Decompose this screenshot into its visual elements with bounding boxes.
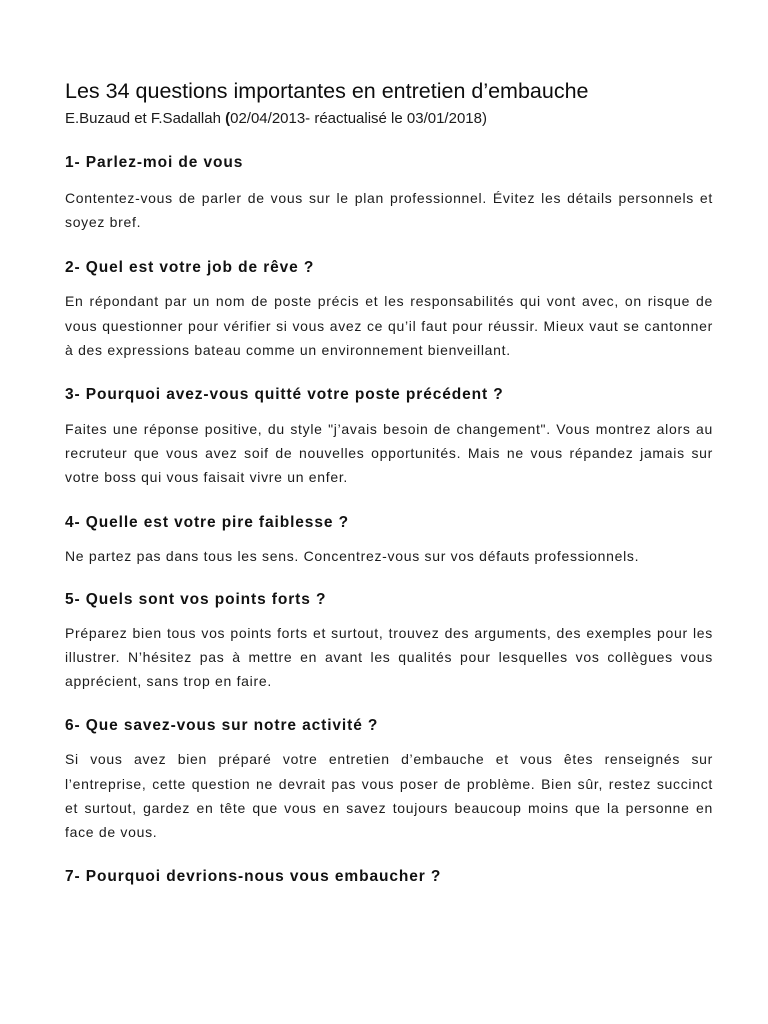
question-heading: 5- Quels sont vos points forts ? (65, 590, 327, 608)
document-page (65, 76, 713, 888)
answer-paragraph: Faites une réponse positive, du style "j’avais besoin de changement". Vous montrez alors au recruteur que vous avez soif de nouvelles opportunités. Mais ne vous répandez jamais sur votre boss qui vous faisait vivre un enfer. (65, 421, 713, 486)
question-section-6 (65, 715, 713, 844)
question-section-7 (65, 866, 713, 888)
question-heading: 7- Pourquoi devrions-nous vous embaucher ? (65, 868, 442, 886)
byline-dates: 02/04/2013- réactualisé le 03/01/2018) (230, 110, 487, 127)
byline-open-paren: ( (225, 110, 231, 127)
answer-paragraph: Si vous avez bien préparé votre entretien d’embauche et vous êtes renseignés sur l’entreprise, cette question ne devrait pas vous poser de problème. Bien sûr, restez succinct et surtout, gardez en tête que vous en savez toujours beaucoup moins que la personne en face de vous. (65, 751, 713, 841)
question-heading: 1- Parlez-moi de vous (65, 154, 244, 171)
question-section-4 (65, 512, 713, 568)
question-section-3 (65, 384, 713, 490)
question-heading: 2- Quel est votre job de rêve ? (65, 259, 315, 277)
answer-paragraph: Ne partez pas dans tous les sens. Concentrez-vous sur vos défauts professionnels. (65, 547, 640, 564)
answer-paragraph: Préparez bien tous vos points forts et surtout, trouvez des arguments, des exemples pour les illustrer. N’hésitez pas à mettre en avant les qualités pour lesquelles vos collègues vous apprécient, sans trop en faire. (65, 624, 713, 690)
question-section-2 (65, 257, 713, 362)
question-heading: 3- Pourquoi avez-vous quitté votre poste précédent ? (65, 386, 504, 404)
question-section-5 (65, 589, 713, 694)
question-section-1 (65, 152, 713, 234)
answer-paragraph: Contentez-vous de parler de vous sur le plan professionnel. Évitez les détails personnels et soyez bref. (65, 190, 713, 231)
question-heading: 4- Quelle est votre pire faiblesse ? (65, 513, 349, 531)
document-byline (65, 109, 713, 129)
question-heading: 6- Que savez-vous sur notre activité ? (65, 717, 379, 735)
byline-authors: E.Buzaud et F.Sadallah (65, 110, 226, 127)
answer-paragraph: En répondant par un nom de poste précis et les responsabilités qui vont avec, on risque de vous questionner pour vérifier si vous avez ce qu’il faut pour réussir. Mieux vaut se cantonner à des expressions bateau comme un environnement bienveillant. (65, 293, 713, 358)
document-title: Les 34 questions importantes en entretien d’embauche (65, 79, 589, 103)
